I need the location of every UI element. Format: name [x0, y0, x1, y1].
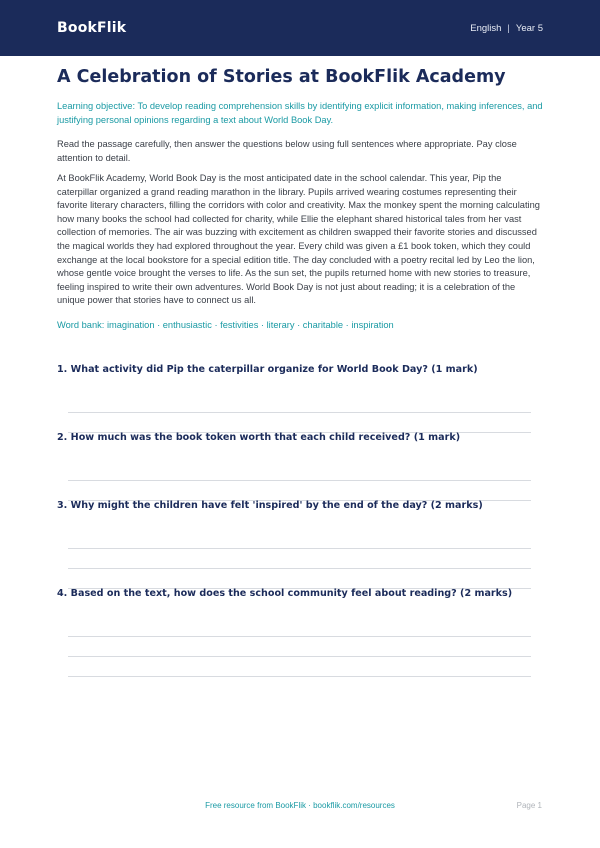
subject-label: English: [470, 22, 502, 34]
learning-objective: Learning objective: To develop reading comprehension skills by identifying explicit information, making inferences, and justifying personal opinions regarding a text about World Book Day.: [57, 101, 543, 125]
question-1: 1. What activity did Pip the caterpillar organize for World Book Day? (1 mark): [57, 364, 478, 375]
question-2: 2. How much was the book token worth that each child received? (1 mark): [57, 432, 461, 443]
page-footer: [0, 801, 600, 815]
year-label: Year 5: [515, 22, 543, 34]
page-header: [0, 0, 600, 56]
subject-year: [470, 23, 543, 34]
answer-line-4a[interactable]: [68, 636, 531, 637]
answer-line-3a[interactable]: [68, 548, 531, 549]
question-3: 3. Why might the children have felt 'inspired' by the end of the day? (2 marks): [57, 500, 483, 511]
question-4: 4. Based on the text, how does the school community feel about reading? (2 marks): [57, 588, 513, 599]
header-separator: |: [507, 22, 510, 34]
answer-line-4c[interactable]: [68, 676, 531, 677]
page-title: A Celebration of Stories at BookFlik Academy: [57, 67, 506, 87]
worksheet-body: [57, 66, 543, 332]
answer-line-3b[interactable]: [68, 568, 531, 569]
answer-line-4b[interactable]: [68, 656, 531, 657]
reading-passage: At BookFlik Academy, World Book Day is the most anticipated date in the school calendar. This year, Pip the caterpillar organized a grand reading marathon in the library. Pupils arrived wearing costumes representing their favorite literary characters, filling the corridors with color and creativity. Max the monkey spent the morning calculating how many books the school had collected for charity, while Ellie the elephant shared historical tales from her vast collection of memories. The air was buzzing with excitement as children swapped their favorite stories and discussed the magical worlds they had explored throughout the year. Every child was given a £1 book token, which they could exchange at the local bookstore for a special edition title. The day concluded with a poetry recital led by Leo the lion, whose gentle voice brought the verses to life. As the sun set, the pupils returned home with new stories to treasure, feeling inspired to write their own adventures. World Book Day is not just about reading; it is a celebration of the unique power that stories have to connect us all.: [57, 173, 540, 306]
footer-resource-link[interactable]: Free resource from BookFlik · bookflik.com/resources: [205, 801, 395, 810]
page-number: Page 1: [516, 801, 542, 810]
brand-logo: BookFlik: [57, 20, 127, 36]
instructions: Read the passage carefully, then answer the questions below using full sentences where appropriate. Pay close attention to detail.: [57, 139, 517, 163]
word-bank: Word bank: imagination · enthusiastic · festivities · literary · charitable · inspiration: [57, 319, 394, 330]
answer-line-1a[interactable]: [68, 412, 531, 413]
answer-line-2a[interactable]: [68, 480, 531, 481]
